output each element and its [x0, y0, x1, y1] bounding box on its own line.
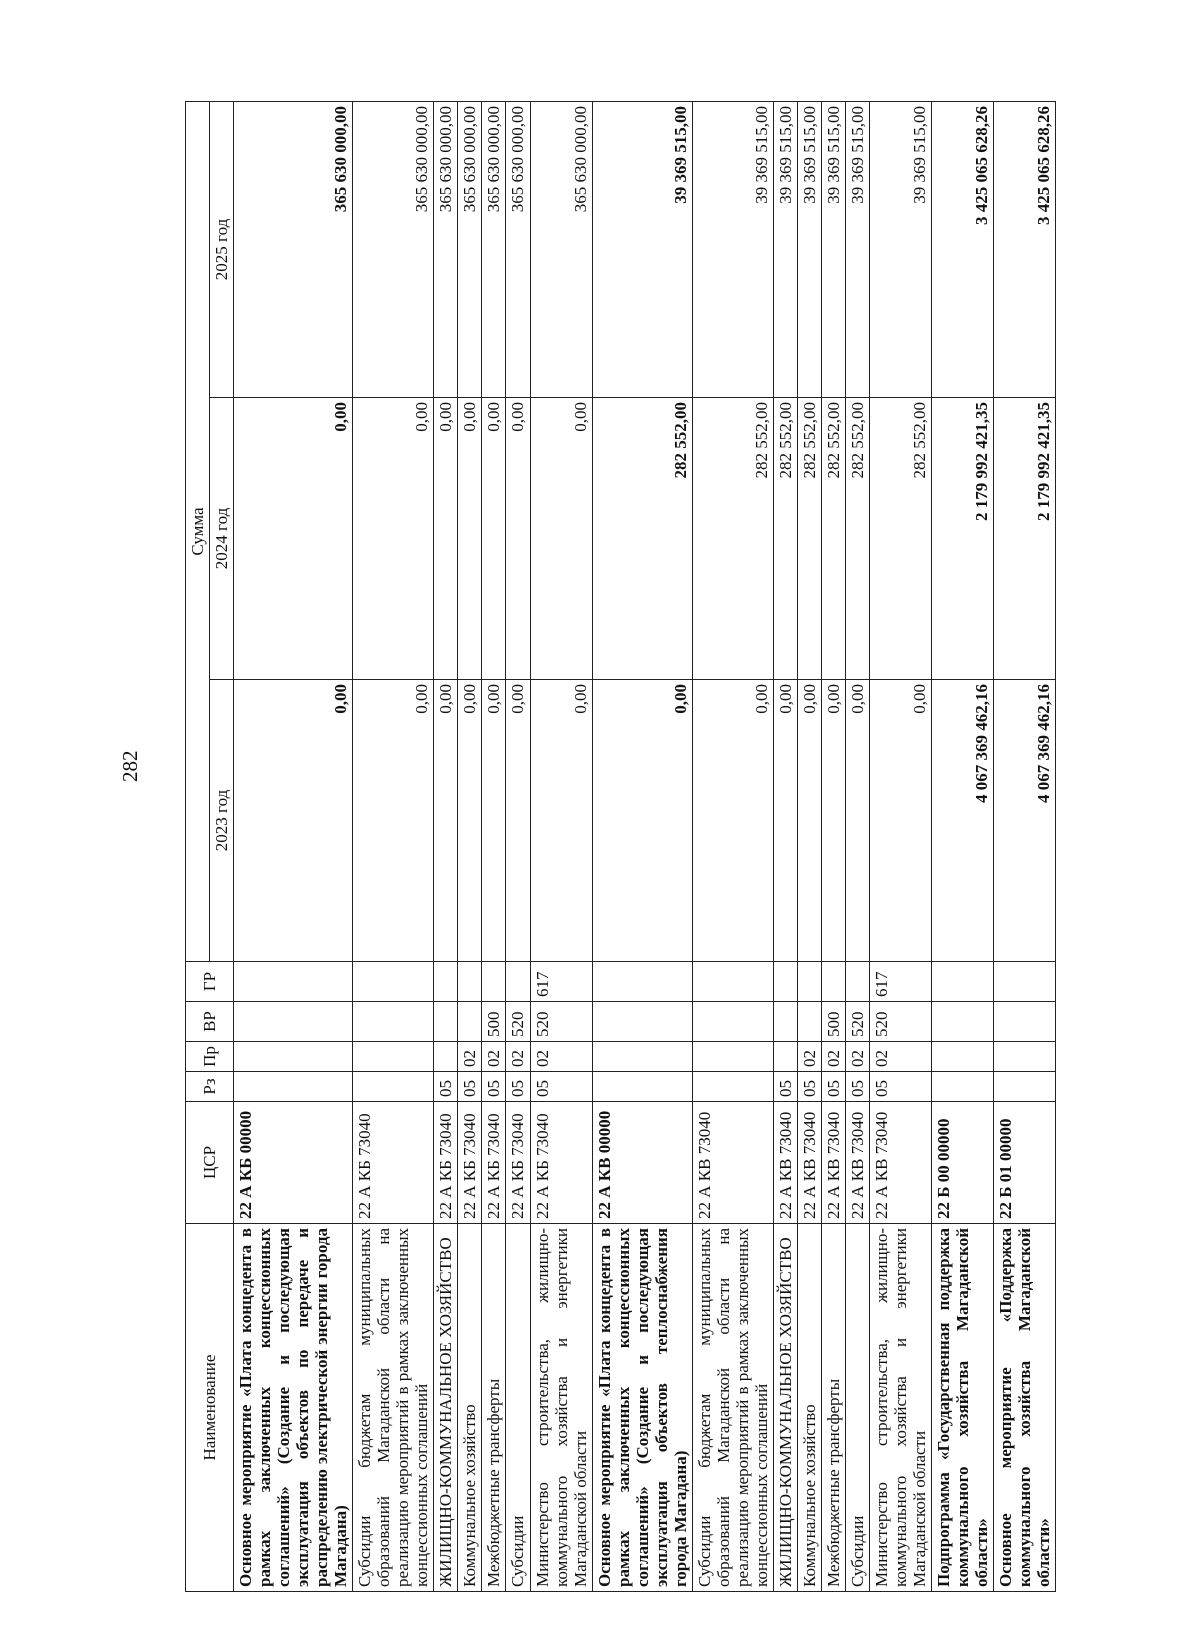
row-2023: 0,00 [870, 680, 932, 962]
header-name: Наименование [186, 1224, 234, 1592]
row-csr: 22 А КВ 73040 [692, 1102, 773, 1224]
table-row [592, 102, 692, 1592]
row-2023: 4 067 369 462,16 [994, 680, 1056, 962]
row-vr [994, 1002, 1056, 1042]
row-name: Подпрограмма «Государственная поддержка коммунального хозяйства Магаданской области» [932, 1224, 994, 1592]
row-csr: 22 А КВ 73040 [870, 1102, 932, 1224]
row-name: Коммунальное хозяйство [797, 1224, 821, 1592]
row-2023: 4 067 369 462,16 [932, 680, 994, 962]
row-csr: 22 А КБ 73040 [530, 1102, 592, 1224]
row-2024: 282 552,00 [870, 398, 932, 680]
row-2024: 282 552,00 [821, 398, 845, 680]
row-name: Основное мероприятие «Поддержка коммунального хозяйства Магаданской области» [994, 1224, 1056, 1592]
row-csr: 22 Б 01 00000 [994, 1102, 1056, 1224]
row-pr [692, 1042, 773, 1072]
header-row-1 [186, 102, 210, 1592]
row-rz: 05 [870, 1072, 932, 1102]
header-rz: Рз [186, 1072, 234, 1102]
header-2023: 2023 год [210, 680, 234, 962]
row-csr: 22 А КВ 73040 [797, 1102, 821, 1224]
row-gr [592, 962, 692, 1002]
header-vr: ВР [186, 1002, 234, 1042]
row-pr: 02 [821, 1042, 845, 1072]
row-2023: 0,00 [592, 680, 692, 962]
row-pr: 02 [482, 1042, 506, 1072]
row-pr [592, 1042, 692, 1072]
row-gr [458, 962, 482, 1002]
row-vr: 520 [870, 1002, 932, 1042]
row-2024: 0,00 [434, 398, 458, 680]
row-gr [234, 962, 353, 1002]
row-2025: 3 425 065 628,26 [932, 102, 994, 398]
table-row [482, 102, 506, 1592]
row-name: Министерство строительства, жилищно-коммунального хозяйства и энергетики Магаданской области [530, 1224, 592, 1592]
row-2025: 39 369 515,00 [592, 102, 692, 398]
row-2025: 365 630 000,00 [234, 102, 353, 398]
row-vr: 520 [506, 1002, 530, 1042]
table-row [932, 102, 994, 1592]
row-2025: 39 369 515,00 [692, 102, 773, 398]
row-vr [932, 1002, 994, 1042]
row-2023: 0,00 [458, 680, 482, 962]
row-2023: 0,00 [821, 680, 845, 962]
table-row [994, 102, 1056, 1592]
header-2025: 2025 год [210, 102, 234, 398]
row-name: Субсидии [506, 1224, 530, 1592]
row-gr: 617 [530, 962, 592, 1002]
row-gr: 617 [870, 962, 932, 1002]
row-pr [234, 1042, 353, 1072]
row-2023: 0,00 [797, 680, 821, 962]
row-csr: 22 А КВ 00000 [592, 1102, 692, 1224]
row-gr [845, 962, 869, 1002]
row-2024: 0,00 [353, 398, 434, 680]
table-row [692, 102, 773, 1592]
row-rz [234, 1072, 353, 1102]
row-name: Субсидии бюджетам муниципальных образований Магаданской области на реализацию мероприятий в рамках заключенных концессионных соглашений [692, 1224, 773, 1592]
page-number: 282 [118, 750, 142, 782]
row-gr [994, 962, 1056, 1002]
table-row [353, 102, 434, 1592]
row-rz: 05 [458, 1072, 482, 1102]
header-pr: Пр [186, 1042, 234, 1072]
row-2025: 365 630 000,00 [353, 102, 434, 398]
row-pr: 02 [797, 1042, 821, 1072]
row-gr [692, 962, 773, 1002]
row-2024: 0,00 [506, 398, 530, 680]
row-csr: 22 А КБ 73040 [353, 1102, 434, 1224]
row-2025: 365 630 000,00 [506, 102, 530, 398]
row-rz: 05 [797, 1072, 821, 1102]
row-rz: 05 [773, 1072, 797, 1102]
row-vr [797, 1002, 821, 1042]
table-row [870, 102, 932, 1592]
row-name: Основное мероприятие «Плата концедента в рамках заключенных концессионных соглашений» (Создание и последующая эксплуатация объектов по передаче и распределению электрической энергии города Магадана) [234, 1224, 353, 1592]
row-2023: 0,00 [773, 680, 797, 962]
row-2025: 365 630 000,00 [458, 102, 482, 398]
row-name: ЖИЛИЩНО-КОММУНАЛЬНОЕ ХОЗЯЙСТВО [434, 1224, 458, 1592]
table-row [530, 102, 592, 1592]
row-gr [932, 962, 994, 1002]
row-2025: 3 425 065 628,26 [994, 102, 1056, 398]
row-rz: 05 [530, 1072, 592, 1102]
table-row [821, 102, 845, 1592]
row-pr: 02 [458, 1042, 482, 1072]
row-2024: 2 179 992 421,35 [932, 398, 994, 680]
row-2024: 0,00 [530, 398, 592, 680]
row-2024: 0,00 [234, 398, 353, 680]
budget-table [185, 101, 1056, 1592]
table-row [773, 102, 797, 1592]
header-sum: Сумма [186, 102, 210, 962]
row-vr: 500 [821, 1002, 845, 1042]
row-pr [353, 1042, 434, 1072]
row-vr [353, 1002, 434, 1042]
row-pr: 02 [506, 1042, 530, 1072]
row-name: Субсидии [845, 1224, 869, 1592]
row-vr: 500 [482, 1002, 506, 1042]
row-csr: 22 А КБ 00000 [234, 1102, 353, 1224]
rotated-page [185, 102, 1065, 1592]
row-2024: 0,00 [458, 398, 482, 680]
row-csr: 22 А КБ 73040 [506, 1102, 530, 1224]
row-rz: 05 [482, 1072, 506, 1102]
row-csr: 22 А КБ 73040 [482, 1102, 506, 1224]
row-rz: 05 [506, 1072, 530, 1102]
row-vr [773, 1002, 797, 1042]
row-rz: 05 [845, 1072, 869, 1102]
row-2025: 39 369 515,00 [845, 102, 869, 398]
row-2023: 0,00 [482, 680, 506, 962]
row-csr: 22 А КВ 73040 [773, 1102, 797, 1224]
row-vr [234, 1002, 353, 1042]
row-2024: 2 179 992 421,35 [994, 398, 1056, 680]
row-vr [592, 1002, 692, 1042]
row-2024: 282 552,00 [592, 398, 692, 680]
row-gr [482, 962, 506, 1002]
row-pr: 02 [530, 1042, 592, 1072]
row-2025: 39 369 515,00 [797, 102, 821, 398]
row-name: ЖИЛИЩНО-КОММУНАЛЬНОЕ ХОЗЯЙСТВО [773, 1224, 797, 1592]
row-pr [434, 1042, 458, 1072]
row-vr: 520 [845, 1002, 869, 1042]
row-2025: 365 630 000,00 [482, 102, 506, 398]
row-csr: 22 А КВ 73040 [821, 1102, 845, 1224]
row-pr [994, 1042, 1056, 1072]
row-pr [932, 1042, 994, 1072]
row-vr [458, 1002, 482, 1042]
header-csr: ЦСР [186, 1102, 234, 1224]
row-rz [692, 1072, 773, 1102]
row-pr: 02 [845, 1042, 869, 1072]
row-vr [692, 1002, 773, 1042]
row-2024: 282 552,00 [773, 398, 797, 680]
row-2023: 0,00 [234, 680, 353, 962]
row-2023: 0,00 [530, 680, 592, 962]
row-csr: 22 А КБ 73040 [458, 1102, 482, 1224]
row-2025: 365 630 000,00 [530, 102, 592, 398]
row-csr: 22 Б 00 00000 [932, 1102, 994, 1224]
row-gr [797, 962, 821, 1002]
row-rz [994, 1072, 1056, 1102]
row-csr: 22 А КВ 73040 [845, 1102, 869, 1224]
row-2025: 39 369 515,00 [821, 102, 845, 398]
row-gr [506, 962, 530, 1002]
row-pr: 02 [870, 1042, 932, 1072]
row-2023: 0,00 [506, 680, 530, 962]
header-gr: ГР [186, 962, 234, 1002]
header-2024: 2024 год [210, 398, 234, 680]
row-2023: 0,00 [353, 680, 434, 962]
row-rz: 05 [434, 1072, 458, 1102]
table-row [234, 102, 353, 1592]
row-2025: 39 369 515,00 [870, 102, 932, 398]
row-rz [592, 1072, 692, 1102]
row-2025: 39 369 515,00 [773, 102, 797, 398]
row-vr [434, 1002, 458, 1042]
row-2024: 282 552,00 [797, 398, 821, 680]
row-name: Субсидии бюджетам муниципальных образований Магаданской области на реализацию мероприятий в рамках заключенных концессионных соглашений [353, 1224, 434, 1592]
row-name: Коммунальное хозяйство [458, 1224, 482, 1592]
table-row [845, 102, 869, 1592]
row-name: Межбюджетные трансферты [821, 1224, 845, 1592]
row-2025: 365 630 000,00 [434, 102, 458, 398]
row-pr [773, 1042, 797, 1072]
row-gr [353, 962, 434, 1002]
row-name: Межбюджетные трансферты [482, 1224, 506, 1592]
row-rz [932, 1072, 994, 1102]
row-gr [821, 962, 845, 1002]
row-2024: 282 552,00 [845, 398, 869, 680]
row-2023: 0,00 [845, 680, 869, 962]
row-gr [773, 962, 797, 1002]
table-row [797, 102, 821, 1592]
row-2024: 0,00 [482, 398, 506, 680]
table-row [434, 102, 458, 1592]
row-2023: 0,00 [692, 680, 773, 962]
row-rz [353, 1072, 434, 1102]
row-name: Министерство строительства, жилищно-коммунального хозяйства и энергетики Магаданской области [870, 1224, 932, 1592]
row-vr: 520 [530, 1002, 592, 1042]
row-name: Основное мероприятие «Плата концедента в рамках заключенных концессионных соглашений» (Создание и последующая эксплуатация объектов теплоснабжения города Магадана) [592, 1224, 692, 1592]
row-gr [434, 962, 458, 1002]
row-2023: 0,00 [434, 680, 458, 962]
table-row [506, 102, 530, 1592]
row-rz: 05 [821, 1072, 845, 1102]
table-row [458, 102, 482, 1592]
row-2024: 282 552,00 [692, 398, 773, 680]
row-csr: 22 А КБ 73040 [434, 1102, 458, 1224]
